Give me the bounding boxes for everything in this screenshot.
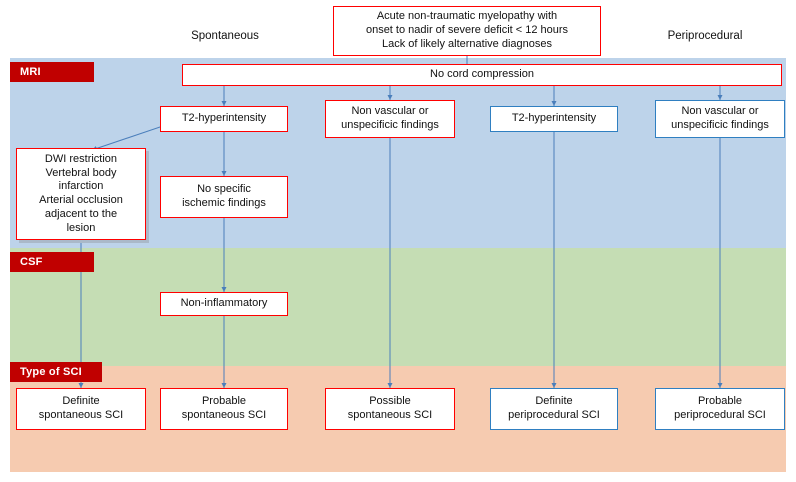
probable-periprocedural-sci-box [655, 388, 785, 430]
definite-periprocedural-sci-box [490, 388, 618, 430]
definite-spontaneous-line-2: spontaneous SCI [38, 409, 124, 421]
entry-line-2: onset to nadir of severe deficit < 12 hours [365, 24, 569, 37]
dwi-line-1: DWI restriction [44, 152, 118, 165]
possible-spontaneous-line-2: spontaneous SCI [347, 409, 433, 421]
dwi-line-6: lesion [66, 221, 96, 234]
band-label-mri: MRI [10, 62, 94, 82]
entry-criteria-box [333, 6, 601, 56]
band-label-type-of-sci: Type of SCI [10, 362, 102, 382]
probable-spontaneous-line-1: Probable [201, 395, 247, 408]
definite-spontaneous-line-1: Definite [62, 395, 100, 408]
probable-spontaneous-sci-box [160, 388, 288, 430]
t2-hyperintensity-spontaneous-box: T2-hyperintensity [160, 106, 288, 132]
t2-hyperintensity-periprocedural-box: T2-hyperintensity [490, 106, 618, 132]
entry-line-3: Lack of likely alternative diagnoses [382, 37, 552, 50]
probable-spontaneous-line-2: spontaneous SCI [181, 409, 267, 421]
column-header-spontaneous: Spontaneous [191, 30, 259, 42]
non-vascular-unspecific-periprocedural-box: Non vascular or unspecificic findings [655, 100, 785, 138]
probable-periprocedural-line-1: Probable [697, 395, 743, 408]
definite-spontaneous-sci-box [16, 388, 146, 430]
band-csf [10, 248, 786, 366]
dwi-line-4: Arterial occlusion [39, 194, 123, 206]
no-specific-line-2: ischemic findings [182, 197, 266, 209]
band-label-csf: CSF [10, 252, 94, 272]
entry-line-1: Acute non-traumatic myelopathy with [376, 10, 558, 23]
dwi-line-3: infarction [58, 180, 104, 193]
probable-periprocedural-line-2: periprocedural SCI [674, 409, 766, 421]
non-inflammatory-box: Non-inflammatory [160, 292, 288, 316]
dwi-line-5: adjacent to the [44, 207, 118, 220]
dwi-criteria-box [16, 148, 146, 240]
definite-periprocedural-line-2: periprocedural SCI [508, 409, 600, 421]
no-cord-compression-box: No cord compression [182, 64, 782, 86]
definite-periprocedural-line-1: Definite [535, 395, 573, 408]
possible-spontaneous-sci-box [325, 388, 455, 430]
no-specific-line-1: No specific [197, 183, 251, 196]
non-vascular-unspecific-spontaneous-box: Non vascular or unspecificic findings [325, 100, 455, 138]
no-specific-ischemic-findings-box [160, 176, 288, 218]
column-header-periprocedural: Periprocedural [667, 30, 743, 42]
possible-spontaneous-line-1: Possible [369, 395, 411, 408]
dwi-line-2: Vertebral body [45, 166, 117, 179]
